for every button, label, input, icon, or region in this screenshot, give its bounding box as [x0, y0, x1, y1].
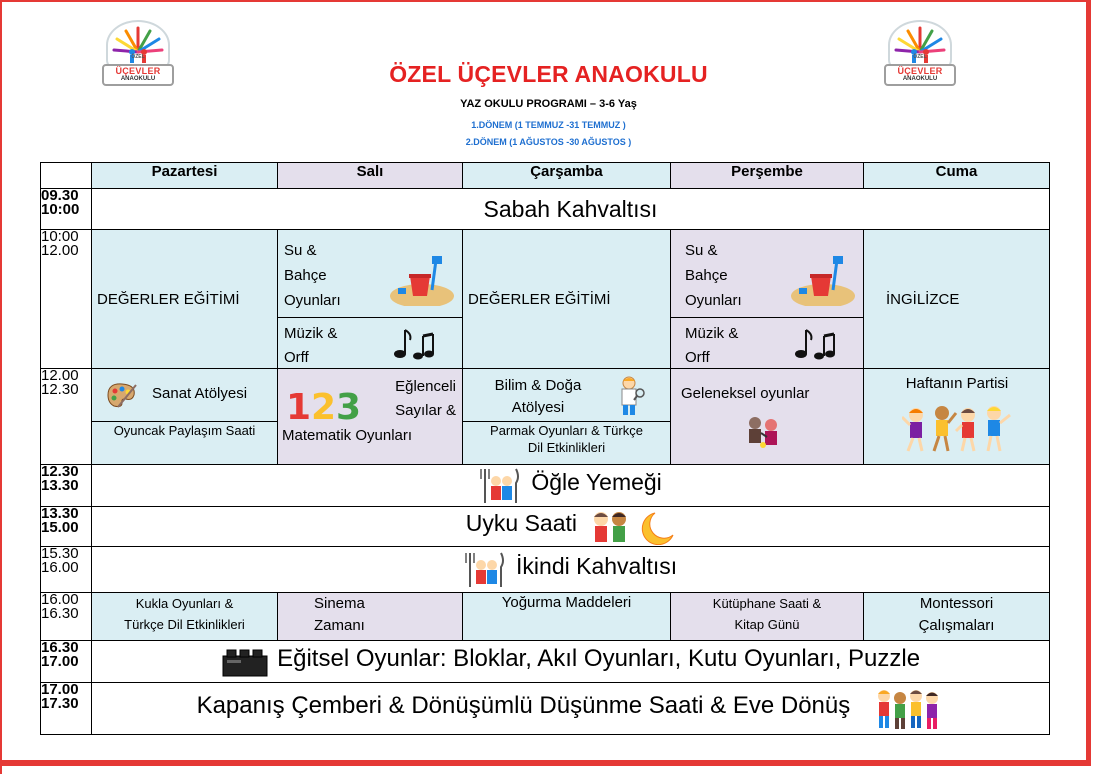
activity-label: Müzik & Orff — [685, 325, 739, 366]
music-notes-icon — [392, 326, 434, 362]
corner-cell — [41, 163, 92, 189]
cutlery-icon — [464, 551, 506, 589]
day-tuesday: Salı — [278, 163, 463, 189]
logo-top: ÖZEL — [913, 54, 927, 60]
sand-bucket-icon — [390, 254, 454, 306]
time-end: 15.00 — [41, 519, 79, 536]
row-lunch — [41, 465, 1050, 507]
time-end: 17.30 — [41, 695, 79, 712]
activity-closing — [92, 683, 1050, 735]
thu-music-orff — [671, 318, 864, 369]
logo-sub: ANAOKULU — [902, 76, 938, 82]
activity-breakfast — [92, 189, 1050, 230]
thu-water-garden — [671, 230, 864, 318]
activity-label: Haftanın Partisi — [905, 375, 1009, 392]
day-thursday: Perşembe — [671, 163, 864, 189]
time-cell — [41, 547, 92, 593]
wed-kneading — [463, 593, 671, 641]
activity-label: Müzik & Orff — [284, 325, 338, 366]
activity-label: Geleneksel oyunlar — [681, 385, 810, 402]
logo-top: ÖZEL — [131, 54, 145, 60]
traditional-games-icon — [745, 413, 783, 449]
svg-text:3: 3 — [336, 387, 362, 423]
activity-label: Kütüphane Saati & Kitap Günü — [712, 596, 822, 632]
logo-name: ÜÇEVLER — [115, 66, 161, 76]
time-start: 10:00 — [41, 229, 79, 245]
fri-weekly-party — [864, 369, 1050, 465]
tue-cinema — [278, 593, 463, 641]
time-end: 12.30 — [41, 381, 79, 398]
activity-label: Kapanış Çemberi & Dönüşümlü Düşünme Saati & Eve Dönüş — [196, 691, 851, 719]
activity-afternoon-snack — [92, 547, 1050, 593]
time-start: 17.00 — [41, 682, 79, 698]
time-end: 12.00 — [41, 242, 79, 259]
time-cell — [41, 230, 92, 369]
cutlery-icon — [479, 467, 521, 505]
time-end: 13.30 — [41, 477, 79, 494]
activity-label: Kukla Oyunları & Türkçe Dil Etkinlikleri — [124, 596, 245, 632]
activity-label: Eğlenceli Sayılar & — [395, 378, 456, 419]
wed-science-workshop — [463, 369, 671, 422]
period-2: 2.DÖNEM (1 AĞUSTOS -30 AĞUSTOS ) — [465, 137, 632, 147]
activity-label: Matematik Oyunları — [282, 427, 413, 444]
time-start: 16.00 — [41, 592, 79, 608]
time-start: 09.30 — [41, 188, 79, 204]
row-nap — [41, 507, 1050, 547]
activity-label: Yoğurma Maddeleri — [501, 594, 632, 611]
time-start: 15.30 — [41, 546, 79, 562]
time-cell — [41, 641, 92, 683]
activity-label: Montessori Çalışmaları — [918, 595, 995, 634]
music-notes-icon — [793, 326, 835, 362]
program-subtitle: YAZ OKULU PROGRAMI – 3-6 Yaş — [460, 98, 637, 110]
row-noon-top — [41, 369, 1050, 422]
row-morning-top — [41, 230, 1050, 318]
activity-label: İkindi Kahvaltısı — [516, 552, 678, 579]
activity-label: Su & Bahçe Oyunları — [284, 242, 341, 309]
numbers-123-icon — [284, 385, 364, 423]
logo-name: ÜÇEVLER — [897, 66, 943, 76]
school-title: ÖZEL ÜÇEVLER ANAOKULU — [389, 61, 708, 87]
svg-text:1: 1 — [286, 387, 312, 423]
activity-label: Parmak Oyunları & Türkçe Dil Etkinlikleri — [490, 423, 643, 455]
tue-water-garden — [278, 230, 463, 318]
row-breakfast — [41, 189, 1050, 230]
day-monday: Pazartesi — [92, 163, 278, 189]
time-end: 10:00 — [41, 201, 80, 218]
activity-lunch — [92, 465, 1050, 507]
time-cell — [41, 189, 92, 230]
row-closing — [41, 683, 1050, 735]
time-start: 12.30 — [41, 464, 79, 480]
activity-label: Bilim & Doğa Atölyesi — [494, 377, 582, 416]
time-cell — [41, 593, 92, 641]
header-row — [41, 163, 1050, 189]
activity-educational-games — [92, 641, 1050, 683]
row-afternoon-activities — [41, 593, 1050, 641]
svg-text:2: 2 — [311, 387, 337, 423]
activity-label: Su & Bahçe Oyunları — [685, 242, 742, 309]
day-wednesday: Çarşamba — [463, 163, 671, 189]
row-afternoon-snack — [41, 547, 1050, 593]
mon-values-education — [92, 230, 278, 369]
walking-kids-icon — [874, 686, 944, 732]
fri-english — [864, 230, 1050, 369]
thu-library — [671, 593, 864, 641]
tue-math-games — [278, 369, 463, 465]
activity-label: Oyuncak Paylaşım Saati — [113, 423, 256, 438]
time-start: 12.00 — [41, 368, 79, 384]
activity-nap — [92, 507, 1050, 547]
activity-label: Eğitsel Oyunlar: Bloklar, Akıl Oyunları, Kutu Oyunları, Puzzle — [277, 644, 921, 672]
sleeping-kids-moon-icon — [591, 509, 675, 545]
time-cell — [41, 507, 92, 547]
time-start: 13.30 — [41, 506, 79, 522]
time-end: 17.00 — [41, 653, 79, 670]
activity-label: Sanat Atölyesi — [152, 385, 248, 402]
party-kids-icon — [902, 401, 1012, 455]
time-start: 16.30 — [41, 640, 79, 656]
schedule-table — [40, 162, 1050, 735]
activity-label: DEĞERLER EĞİTİMİ — [468, 290, 611, 308]
logo-sub: ANAOKULU — [120, 76, 156, 82]
day-friday: Cuma — [864, 163, 1050, 189]
page-frame-left — [0, 0, 2, 774]
mon-puppet-games — [92, 593, 278, 641]
time-cell — [41, 683, 92, 735]
time-cell — [41, 465, 92, 507]
activity-label: İNGİLİZCE — [886, 290, 960, 308]
time-end: 16.30 — [41, 605, 79, 622]
lego-block-icon — [221, 646, 269, 678]
activity-label: Sabah Kahvaltısı — [483, 195, 658, 222]
time-cell — [41, 369, 92, 465]
thu-traditional-games — [671, 369, 864, 465]
activity-label: Öğle Yemeği — [531, 468, 662, 495]
activity-label: Uyku Saati — [465, 509, 578, 536]
mon-toy-sharing — [92, 422, 278, 465]
time-end: 16.00 — [41, 559, 79, 576]
mon-art-workshop — [92, 369, 278, 422]
scientist-child-icon — [617, 375, 645, 417]
sand-bucket-icon — [791, 254, 855, 306]
activity-label: DEĞERLER EĞİTİMİ — [97, 290, 240, 308]
wed-values-education — [463, 230, 671, 369]
period-1: 1.DÖNEM (1 TEMMUZ -31 TEMMUZ ) — [471, 120, 626, 130]
fri-montessori — [864, 593, 1050, 641]
row-educational-games — [41, 641, 1050, 683]
tue-music-orff — [278, 318, 463, 369]
activity-label: Sinema Zamanı — [314, 595, 365, 634]
wed-finger-games — [463, 422, 671, 465]
paint-palette-icon — [104, 381, 138, 409]
